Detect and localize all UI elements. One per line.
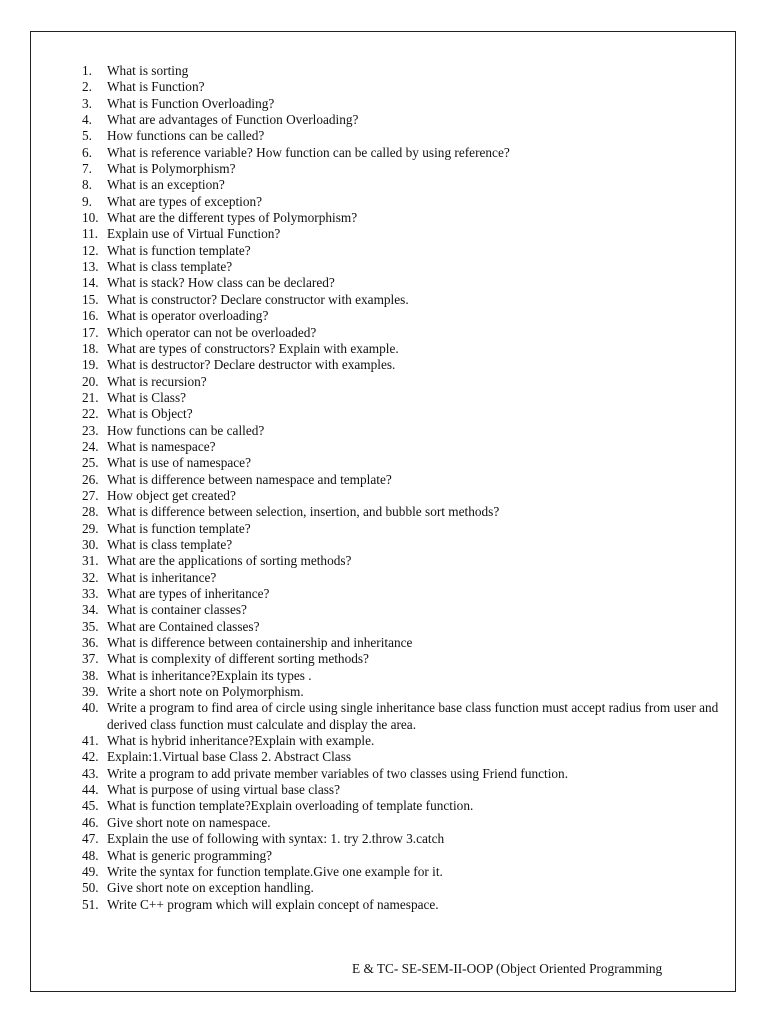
question-text: Explain the use of following with syntax: 1. try 2.throw 3.catch <box>107 831 445 847</box>
question-text: What are Contained classes? <box>107 618 260 634</box>
question-number: 13. <box>82 259 99 275</box>
question-number: 36. <box>82 635 99 651</box>
question-number: 38. <box>82 667 99 683</box>
question-item <box>82 325 722 341</box>
question-number: 8. <box>82 177 92 193</box>
question-item <box>82 112 722 128</box>
question-text: Which operator can not be overloaded? <box>107 324 317 340</box>
question-item <box>82 161 722 177</box>
question-number: 39. <box>82 684 99 700</box>
question-text: What is Object? <box>107 406 193 422</box>
question-text: What is stack? How class can be declared? <box>107 275 335 291</box>
question-number: 4. <box>82 112 92 128</box>
question-number: 14. <box>82 275 99 291</box>
question-item <box>82 635 722 651</box>
question-number: 29. <box>82 520 99 536</box>
question-text: Write a program to add private member variables of two classes using Friend function. <box>107 765 569 781</box>
question-number: 1. <box>82 63 92 78</box>
question-list <box>82 63 722 913</box>
question-item <box>82 390 722 406</box>
question-item <box>82 292 722 308</box>
question-number: 47. <box>82 831 99 847</box>
question-number: 30. <box>82 536 99 552</box>
question-item <box>82 537 722 553</box>
question-number: 51. <box>82 896 99 912</box>
question-text: What is sorting <box>107 63 189 78</box>
question-number: 28. <box>82 504 99 520</box>
question-item <box>82 733 722 749</box>
question-text: Write a short note on Polymorphism. <box>107 684 304 700</box>
question-item <box>82 602 722 618</box>
question-number: 15. <box>82 291 99 307</box>
question-item <box>82 357 722 373</box>
question-text: What is difference between namespace and template? <box>107 471 392 487</box>
question-number: 31. <box>82 553 99 569</box>
question-number: 20. <box>82 373 99 389</box>
question-text: What is purpose of using virtual base class? <box>107 782 341 798</box>
question-number: 35. <box>82 618 99 634</box>
question-text: What are the different types of Polymorphism? <box>107 210 358 226</box>
question-text: What is class template? <box>107 536 233 552</box>
question-text: What is an exception? <box>107 177 225 193</box>
question-text: What is difference between containership and inheritance <box>107 635 413 651</box>
question-item <box>82 700 722 733</box>
question-text: What is inheritance? <box>107 569 217 585</box>
question-item <box>82 308 722 324</box>
question-text: What is Function Overloading? <box>107 95 275 111</box>
question-text: What is Function? <box>107 79 205 95</box>
question-item <box>82 79 722 95</box>
question-item <box>82 504 722 520</box>
question-text: Write C++ program which will explain concept of namespace. <box>107 896 439 912</box>
question-number: 34. <box>82 602 99 618</box>
question-text: What is class template? <box>107 259 233 275</box>
question-text: What is difference between selection, insertion, and bubble sort methods? <box>107 504 500 520</box>
question-text: Write the syntax for function template.Give one example for it. <box>107 863 443 879</box>
question-text: What is reference variable? How function can be called by using reference? <box>107 144 510 160</box>
question-text: What is function template? <box>107 520 251 536</box>
question-text: Give short note on exception handling. <box>107 880 314 896</box>
question-number: 32. <box>82 569 99 585</box>
question-item <box>82 226 722 242</box>
question-item <box>82 815 722 831</box>
question-item <box>82 374 722 390</box>
question-item <box>82 749 722 765</box>
question-text: How functions can be called? <box>107 422 265 438</box>
question-item <box>82 128 722 144</box>
question-number: 44. <box>82 782 99 798</box>
question-text: What is use of namespace? <box>107 455 251 471</box>
question-text: What is hybrid inheritance?Explain with example. <box>107 733 375 749</box>
question-number: 21. <box>82 389 99 405</box>
question-text: Write a program to find area of circle using single inheritance base class function must accept radius from user and derived class function must calculate and display the area. <box>107 700 719 732</box>
question-item <box>82 177 722 193</box>
question-text: What are types of inheritance? <box>107 586 270 601</box>
question-number: 33. <box>82 586 99 601</box>
question-number: 50. <box>82 880 99 896</box>
question-number: 48. <box>82 847 99 863</box>
question-text: What is function template? <box>107 242 251 258</box>
question-number: 49. <box>82 863 99 879</box>
question-item <box>82 798 722 814</box>
question-text: What is inheritance?Explain its types . <box>107 667 312 683</box>
question-number: 41. <box>82 733 99 749</box>
question-item <box>82 406 722 422</box>
question-item <box>82 864 722 880</box>
question-text: How object get created? <box>107 487 236 503</box>
question-number: 16. <box>82 308 99 324</box>
question-number: 9. <box>82 193 92 209</box>
question-item <box>82 488 722 504</box>
question-item <box>82 570 722 586</box>
question-text: What is namespace? <box>107 438 216 454</box>
question-item <box>82 782 722 798</box>
question-text: What is constructor? Declare constructor with examples. <box>107 291 409 307</box>
question-item <box>82 259 722 275</box>
question-text: What are the applications of sorting methods? <box>107 553 352 569</box>
question-item <box>82 553 722 569</box>
question-number: 3. <box>82 95 92 111</box>
question-item <box>82 275 722 291</box>
question-item <box>82 423 722 439</box>
question-text: Give short note on namespace. <box>107 814 271 830</box>
question-number: 11. <box>82 226 99 242</box>
question-number: 23. <box>82 422 99 438</box>
question-number: 46. <box>82 814 99 830</box>
question-number: 45. <box>82 798 99 814</box>
question-item <box>82 145 722 161</box>
question-item <box>82 63 722 79</box>
question-item <box>82 668 722 684</box>
question-item <box>82 194 722 210</box>
question-item <box>82 472 722 488</box>
question-number: 6. <box>82 144 92 160</box>
question-text: What is recursion? <box>107 373 207 389</box>
question-item <box>82 455 722 471</box>
question-text: What is operator overloading? <box>107 308 269 324</box>
question-text: What is Polymorphism? <box>107 161 236 177</box>
question-text: What is container classes? <box>107 602 247 618</box>
question-item <box>82 848 722 864</box>
question-item <box>82 96 722 112</box>
question-text: What is Class? <box>107 389 187 405</box>
question-number: 19. <box>82 357 99 373</box>
question-text: How functions can be called? <box>107 128 265 144</box>
question-item <box>82 880 722 896</box>
question-item <box>82 341 722 357</box>
question-text: Explain use of Virtual Function? <box>107 226 281 242</box>
question-item <box>82 210 722 226</box>
question-item <box>82 619 722 635</box>
question-item <box>82 651 722 667</box>
question-item <box>82 439 722 455</box>
question-text: What are types of exception? <box>107 193 263 209</box>
question-number: 18. <box>82 340 99 356</box>
question-number: 2. <box>82 79 92 95</box>
question-number: 27. <box>82 487 99 503</box>
question-item <box>82 766 722 782</box>
question-item <box>82 897 722 913</box>
question-text: What is generic programming? <box>107 847 273 863</box>
question-number: 25. <box>82 455 99 471</box>
question-number: 12. <box>82 242 99 258</box>
question-number: 22. <box>82 406 99 422</box>
question-number: 37. <box>82 651 99 667</box>
question-number: 17. <box>82 324 99 340</box>
question-text: What are types of constructors? Explain with example. <box>107 340 399 356</box>
question-number: 26. <box>82 471 99 487</box>
question-number: 40. <box>82 700 99 716</box>
question-item <box>82 831 722 847</box>
question-text: What is destructor? Declare destructor with examples. <box>107 357 396 373</box>
question-item <box>82 684 722 700</box>
question-text: What is function template?Explain overloading of template function. <box>107 798 474 814</box>
page-footer: E & TC- SE-SEM-II-OOP (Object Oriented Programming <box>352 961 663 976</box>
question-number: 5. <box>82 128 92 144</box>
question-number: 7. <box>82 161 92 177</box>
question-text: Explain:1.Virtual base Class 2. Abstract Class <box>107 749 352 765</box>
question-text: What are advantages of Function Overloading? <box>107 112 359 128</box>
question-text: What is complexity of different sorting methods? <box>107 651 369 667</box>
question-item <box>82 243 722 259</box>
question-item <box>82 586 722 602</box>
question-number: 24. <box>82 438 99 454</box>
question-number: 43. <box>82 765 99 781</box>
question-number: 10. <box>82 210 99 226</box>
question-item <box>82 521 722 537</box>
question-number: 42. <box>82 749 99 765</box>
